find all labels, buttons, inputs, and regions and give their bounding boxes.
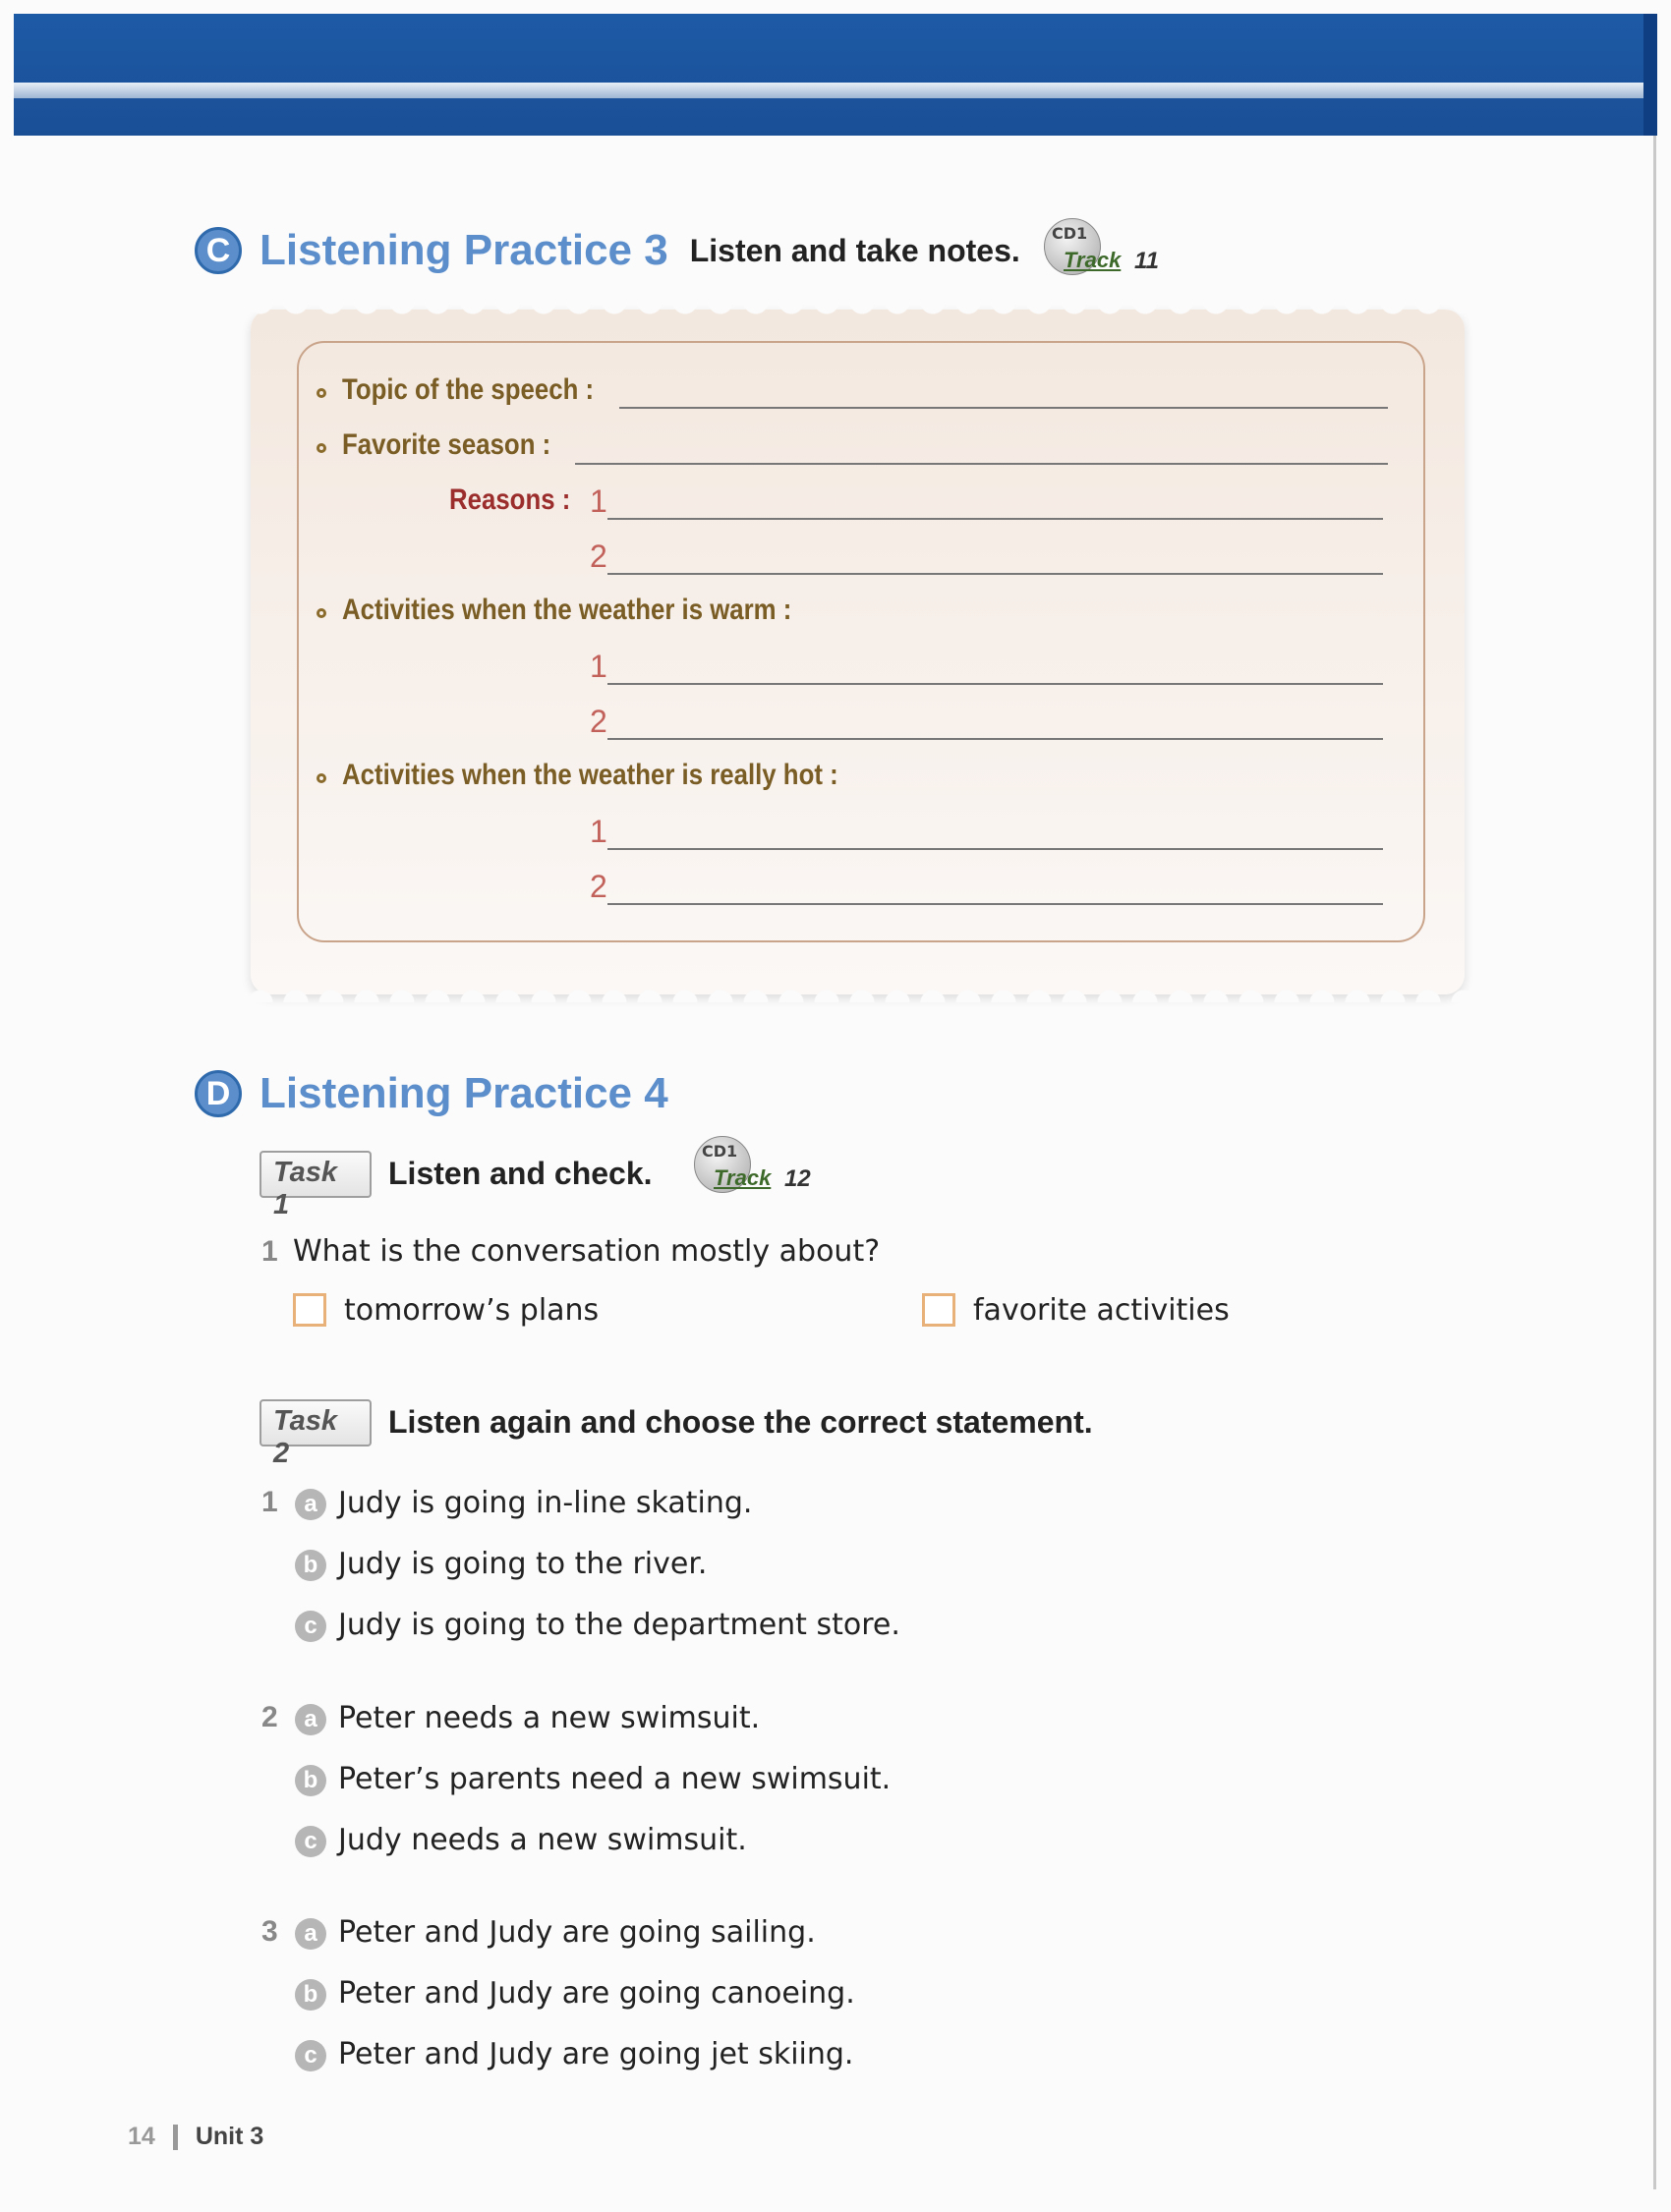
- page-number: 14: [128, 2123, 155, 2150]
- task1-badge: Task 1: [259, 1151, 372, 1198]
- task1-option-2: favorite activities: [973, 1293, 1230, 1328]
- warm-2-number: [590, 704, 613, 740]
- option-c-icon[interactable]: c: [295, 1826, 326, 1857]
- banner-stripe: [14, 83, 1657, 98]
- option-a-icon[interactable]: a: [295, 1918, 326, 1950]
- bullet-icon: [317, 443, 326, 453]
- question-3-number: 3: [261, 1915, 278, 1948]
- checkbox-option-2[interactable]: [922, 1293, 955, 1327]
- section-c-title: Listening Practice 3: [259, 226, 668, 274]
- option-b-icon[interactable]: b: [295, 1979, 326, 2011]
- page-edge: [1653, 136, 1656, 2189]
- q2-option-b: Peter’s parents need a new swimsuit.: [338, 1762, 892, 1796]
- note-label-hot: Activities when the weather is really hot :: [342, 759, 838, 791]
- section-c-instruction: Listen and take notes.: [689, 232, 1020, 268]
- answer-line-topic[interactable]: [619, 407, 1388, 409]
- note-hot: [317, 759, 919, 792]
- answer-line-hot-2[interactable]: [607, 903, 1383, 905]
- option-c-icon[interactable]: c: [295, 2040, 326, 2071]
- answer-line-reason-1[interactable]: [607, 518, 1383, 520]
- bullet-icon: [317, 388, 326, 398]
- unit-label: Unit 3: [195, 2123, 264, 2150]
- number-label: 2: [590, 704, 607, 739]
- section-c-badge: C: [195, 227, 242, 274]
- page-footer: [128, 2123, 263, 2151]
- option-a-icon[interactable]: a: [295, 1704, 326, 1735]
- warm-1-number: [590, 649, 613, 685]
- bullet-icon: [317, 773, 326, 783]
- reason-2-number: [590, 539, 613, 575]
- task1-option-1: tomorrow’s plans: [344, 1293, 600, 1328]
- reason-1-number: [590, 483, 613, 520]
- task1-question: What is the conversation mostly about?: [293, 1234, 881, 1269]
- track-number: 12: [784, 1165, 811, 1192]
- number-label: 1: [590, 483, 607, 519]
- bullet-icon: [317, 608, 326, 618]
- q2-option-c: Judy needs a new swimsuit.: [338, 1823, 747, 1857]
- q3-option-a: Peter and Judy are going sailing.: [338, 1915, 816, 1950]
- footer-divider: [173, 2125, 178, 2150]
- number-label: 2: [590, 869, 607, 904]
- section-d-title: Listening Practice 4: [259, 1069, 668, 1117]
- answer-line-warm-1[interactable]: [607, 683, 1383, 685]
- task1-instruction: Listen and check.: [388, 1156, 653, 1191]
- answer-line-warm-2[interactable]: [607, 738, 1383, 740]
- cd-track-icon: [694, 1136, 811, 1195]
- track-number: 11: [1134, 248, 1159, 274]
- q1-option-a: Judy is going in-line skating.: [338, 1486, 753, 1520]
- header-banner: [14, 14, 1657, 136]
- task2-instruction: Listen again and choose the correct statement.: [388, 1404, 1093, 1440]
- note-label-favorite: Favorite season :: [342, 428, 551, 461]
- note-warm: [317, 594, 865, 627]
- cd-label: CD1: [1052, 224, 1088, 243]
- banner-edge: [1643, 14, 1657, 136]
- option-b-icon[interactable]: b: [295, 1765, 326, 1796]
- section-d-badge: D: [195, 1070, 242, 1117]
- checkbox-option-1[interactable]: [293, 1293, 326, 1327]
- option-c-icon[interactable]: c: [295, 1611, 326, 1642]
- q1-option-b: Judy is going to the river.: [338, 1547, 708, 1581]
- note-reasons: [449, 483, 590, 517]
- task1-question-number: 1: [261, 1235, 278, 1268]
- option-a-icon[interactable]: a: [295, 1489, 326, 1520]
- number-label: 1: [590, 814, 607, 849]
- hot-2-number: [590, 869, 613, 905]
- note-label-topic: Topic of the speech :: [342, 373, 595, 406]
- option-b-icon[interactable]: b: [295, 1550, 326, 1581]
- track-label: Track: [1064, 248, 1122, 272]
- question-2-number: 2: [261, 1701, 278, 1733]
- q3-option-b: Peter and Judy are going canoeing.: [338, 1976, 855, 2011]
- q2-option-a: Peter needs a new swimsuit.: [338, 1701, 761, 1735]
- q3-option-c: Peter and Judy are going jet skiing.: [338, 2037, 854, 2071]
- hot-1-number: [590, 814, 613, 850]
- note-favorite: [317, 428, 585, 462]
- question-1-number: 1: [261, 1486, 278, 1518]
- q1-option-c: Judy is going to the department store.: [338, 1608, 900, 1642]
- note-topic: [317, 373, 635, 407]
- track-label: Track: [714, 1165, 772, 1190]
- cd-label: CD1: [702, 1142, 738, 1161]
- answer-line-hot-1[interactable]: [607, 848, 1383, 850]
- task2-badge: Task 2: [259, 1399, 372, 1446]
- section-c-header: [195, 226, 1020, 275]
- note-label-reasons: Reasons :: [449, 483, 571, 516]
- answer-line-favorite[interactable]: [575, 463, 1388, 465]
- number-label: 1: [590, 649, 607, 684]
- note-label-warm: Activities when the weather is warm :: [342, 594, 792, 626]
- number-label: 2: [590, 539, 607, 574]
- cd-track-icon: [1044, 218, 1159, 277]
- answer-line-reason-2[interactable]: [607, 573, 1383, 575]
- section-d-header: [195, 1069, 668, 1118]
